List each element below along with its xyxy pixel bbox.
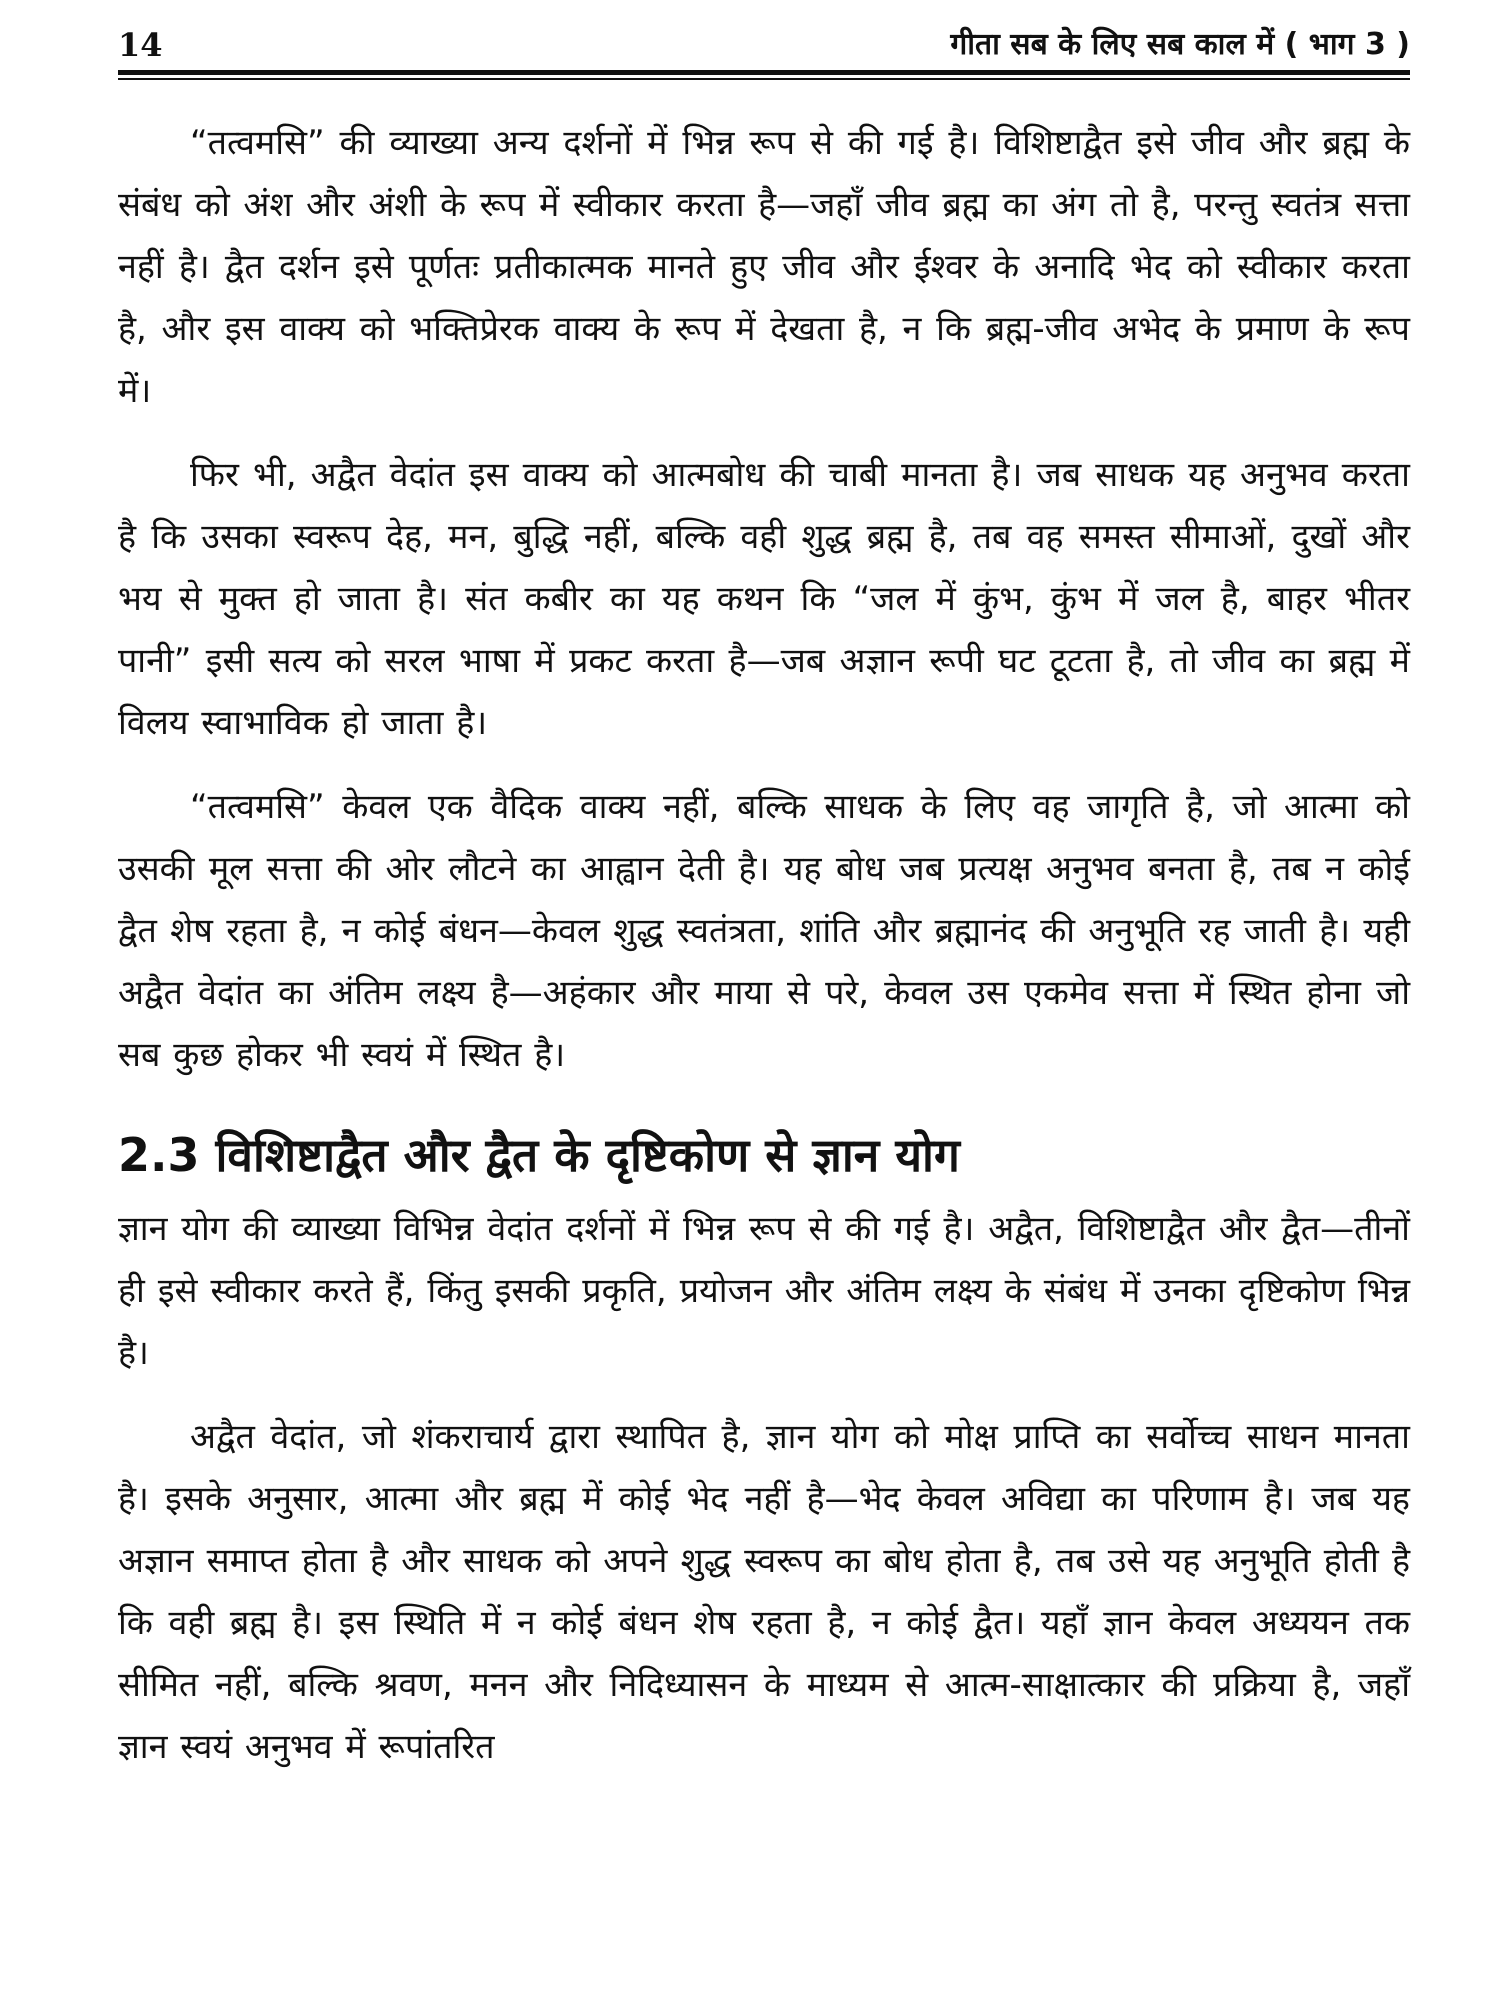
page-body <box>118 112 1410 1800</box>
book-title: गीता सब के लिए सब काल में ( भाग 3 ) <box>950 27 1410 62</box>
page-number: 14 <box>118 26 163 64</box>
paragraph-advaita-gyan-yoga: अद्वैत वेदांत, जो शंकराचार्य द्वारा स्थापित है, ज्ञान योग को मोक्ष प्राप्ति का सर्वोच्च साधन मानता है। इसके अनुसार, आत्मा और ब्रह्म में कोई भेद नहीं है—भेद केवल अविद्या का परिणाम है। जब यह अज्ञान समाप्त होता है और साधक को अपने शुद्ध स्वरूप का बोध होता है, तब उसे यह अनुभूति होती है कि वही ब्रह्म है। इस स्थिति में न कोई बंधन शेष रहता है, न कोई द्वैत। यहाँ ज्ञान केवल अध्ययन तक सीमित नहीं, बल्कि श्रवण, मनन और निदिध्यासन के माध्यम से आत्म-साक्षात्कार की प्रक्रिया है, जहाँ ज्ञान स्वयं अनुभव में रूपांतरित <box>118 1417 1410 1767</box>
running-header <box>118 22 1410 68</box>
header-divider <box>118 70 1410 80</box>
paragraph-advaita-atmabodh: फिर भी, अद्वैत वेदांत इस वाक्य को आत्मबोध की चाबी मानता है। जब साधक यह अनुभव करता है कि उसका स्वरूप देह, मन, बुद्धि नहीं, बल्कि वही शुद्ध ब्रह्म है, तब वह समस्त सीमाओं, दुखों और भय से मुक्त हो जाता है। संत कबीर का यह कथन कि “जल में कुंभ, कुंभ में जल है, बाहर भीतर पानी” इसी सत्य को सरल भाषा में प्रकट करता है—जब अज्ञान रूपी घट टूटता है, तो जीव का ब्रह्म में विलय स्वाभाविक हो जाता है। <box>118 455 1410 743</box>
section-title: विशिष्टाद्वैत और द्वैत के दृष्टिकोण से ज्ञान योग <box>215 1128 960 1182</box>
paragraph-tatvamasi-awakening: “तत्वमसि” केवल एक वैदिक वाक्य नहीं, बल्कि साधक के लिए वह जागृति है, जो आत्मा को उसकी मूल सत्ता की ओर लौटने का आह्वान देती है। यह बोध जब प्रत्यक्ष अनुभव बनता है, तब न कोई द्वैत शेष रहता है, न कोई बंधन—केवल शुद्ध स्वतंत्रता, शांति और ब्रह्मानंद की अनुभूति रह जाती है। यही अद्वैत वेदांत का अंतिम लक्ष्य है—अहंकार और माया से परे, केवल उस एकमेव सत्ता में स्थित होना जो सब कुछ होकर भी स्वयं में स्थित है। <box>118 787 1410 1075</box>
section-heading <box>118 1120 1410 1190</box>
paragraph-tatvamasi-interpretations: “तत्वमसि” की व्याख्या अन्य दर्शनों में भिन्न रूप से की गई है। विशिष्टाद्वैत इसे जीव और ब्रह्म के संबंध को अंश और अंशी के रूप में स्वीकार करता है—जहाँ जीव ब्रह्म का अंग तो है, परन्तु स्वतंत्र सत्ता नहीं है। द्वैत दर्शन इसे पूर्णतः प्रतीकात्मक मानते हुए जीव और ईश्वर के अनादि भेद को स्वीकार करता है, और इस वाक्य को भक्तिप्रेरक वाक्य के रूप में देखता है, न कि ब्रह्म-जीव अभेद के प्रमाण के रूप में। <box>118 123 1410 411</box>
paragraph-gyan-yoga-intro: ज्ञान योग की व्याख्या विभिन्न वेदांत दर्शनों में भिन्न रूप से की गई है। अद्वैत, विशिष्टाद्वैत और द्वैत—तीनों ही इसे स्वीकार करते हैं, किंतु इसकी प्रकृति, प्रयोजन और अंतिम लक्ष्य के संबंध में उनका दृष्टिकोण भिन्न है। <box>118 1209 1410 1373</box>
section-number: 2.3 <box>118 1128 200 1182</box>
